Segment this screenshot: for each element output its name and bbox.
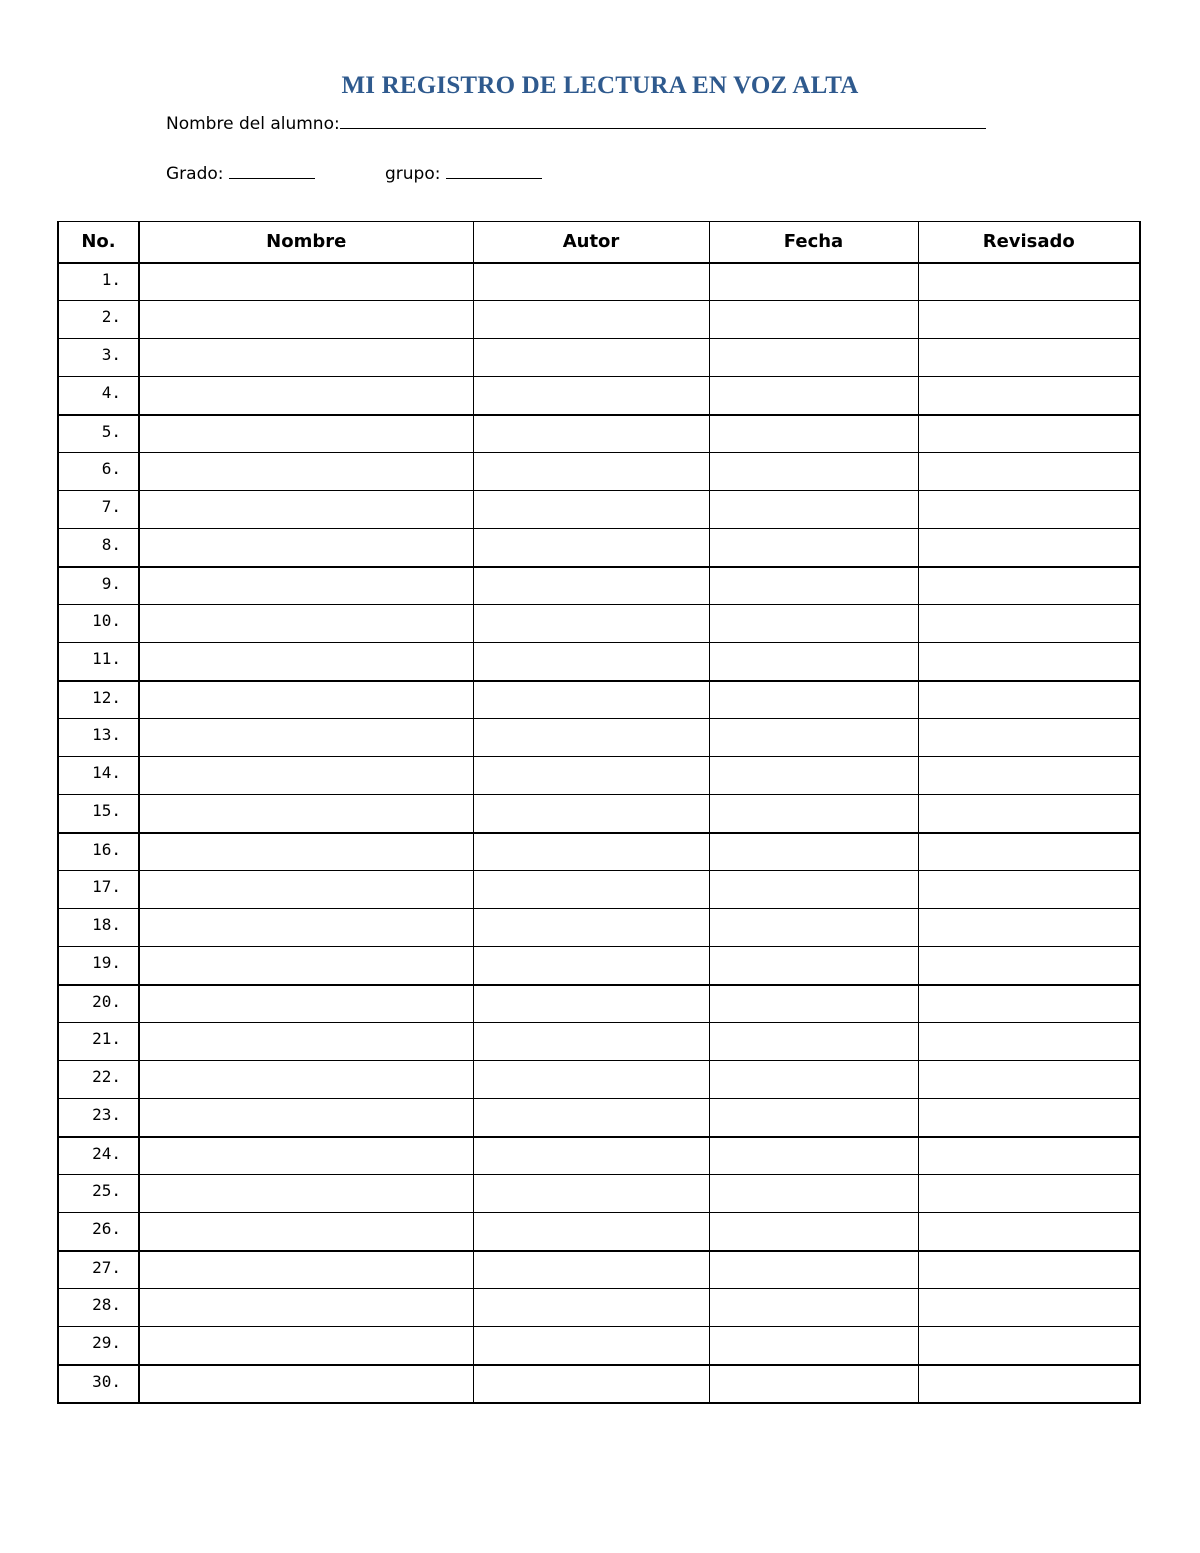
table-row xyxy=(58,301,1140,339)
group-label: grupo: xyxy=(385,164,441,184)
row-number: 25. xyxy=(58,1175,139,1213)
fecha-cell[interactable] xyxy=(709,1365,918,1403)
autor-cell[interactable] xyxy=(473,681,709,719)
table-row xyxy=(58,1213,1140,1251)
autor-cell[interactable] xyxy=(473,339,709,377)
grade-field xyxy=(166,160,315,184)
table-body xyxy=(58,263,1140,1403)
row-number: 11. xyxy=(58,643,139,681)
row-number: 23. xyxy=(58,1099,139,1137)
row-number: 3. xyxy=(58,339,139,377)
fecha-cell[interactable] xyxy=(709,909,918,947)
autor-cell[interactable] xyxy=(473,985,709,1023)
fecha-cell[interactable] xyxy=(709,643,918,681)
nombre-cell[interactable] xyxy=(139,1099,473,1137)
autor-cell[interactable] xyxy=(473,1327,709,1365)
revisado-cell[interactable] xyxy=(918,263,1140,301)
row-number: 30. xyxy=(58,1365,139,1403)
revisado-cell[interactable] xyxy=(918,377,1140,415)
row-number: 9. xyxy=(58,567,139,605)
table-row xyxy=(58,643,1140,681)
autor-cell[interactable] xyxy=(473,1137,709,1175)
nombre-cell[interactable] xyxy=(139,757,473,795)
nombre-cell[interactable] xyxy=(139,605,473,643)
autor-cell[interactable] xyxy=(473,605,709,643)
revisado-cell[interactable] xyxy=(918,757,1140,795)
revisado-cell[interactable] xyxy=(918,1289,1140,1327)
row-number: 26. xyxy=(58,1213,139,1251)
nombre-cell[interactable] xyxy=(139,415,473,453)
row-number: 16. xyxy=(58,833,139,871)
table-row xyxy=(58,377,1140,415)
revisado-cell[interactable] xyxy=(918,1365,1140,1403)
nombre-cell[interactable] xyxy=(139,567,473,605)
table-row xyxy=(58,833,1140,871)
fecha-cell[interactable] xyxy=(709,1023,918,1061)
table-row xyxy=(58,1137,1140,1175)
revisado-cell[interactable] xyxy=(918,453,1140,491)
fecha-cell[interactable] xyxy=(709,605,918,643)
reading-log-table xyxy=(57,221,1141,1404)
fecha-cell[interactable] xyxy=(709,757,918,795)
row-number: 22. xyxy=(58,1061,139,1099)
page-title: MI REGISTRO DE LECTURA EN VOZ ALTA xyxy=(341,72,859,99)
table-row xyxy=(58,415,1140,453)
table-row xyxy=(58,491,1140,529)
group-blank[interactable] xyxy=(446,160,542,179)
table-row xyxy=(58,1365,1140,1403)
nombre-cell[interactable] xyxy=(139,871,473,909)
table-row xyxy=(58,339,1140,377)
student-name-blank[interactable] xyxy=(340,110,986,129)
autor-cell[interactable] xyxy=(473,415,709,453)
revisado-cell[interactable] xyxy=(918,909,1140,947)
header-fecha: Fecha xyxy=(709,222,918,263)
row-number: 29. xyxy=(58,1327,139,1365)
revisado-cell[interactable] xyxy=(918,415,1140,453)
table-row xyxy=(58,681,1140,719)
row-number: 4. xyxy=(58,377,139,415)
nombre-cell[interactable] xyxy=(139,1061,473,1099)
table-row xyxy=(58,757,1140,795)
header-nombre: Nombre xyxy=(139,222,473,263)
student-name-field xyxy=(166,110,986,134)
revisado-cell[interactable] xyxy=(918,1327,1140,1365)
nombre-cell[interactable] xyxy=(139,795,473,833)
fecha-cell[interactable] xyxy=(709,719,918,757)
row-number: 27. xyxy=(58,1251,139,1289)
fecha-cell[interactable] xyxy=(709,1137,918,1175)
fecha-cell[interactable] xyxy=(709,1327,918,1365)
revisado-cell[interactable] xyxy=(918,491,1140,529)
table-row xyxy=(58,1251,1140,1289)
table-header-row xyxy=(58,222,1140,263)
autor-cell[interactable] xyxy=(473,795,709,833)
row-number: 2. xyxy=(58,301,139,339)
table-row xyxy=(58,795,1140,833)
table-row xyxy=(58,871,1140,909)
fecha-cell[interactable] xyxy=(709,833,918,871)
nombre-cell[interactable] xyxy=(139,1213,473,1251)
nombre-cell[interactable] xyxy=(139,947,473,985)
autor-cell[interactable] xyxy=(473,947,709,985)
table-row xyxy=(58,1289,1140,1327)
row-number: 1. xyxy=(58,263,139,301)
fecha-cell[interactable] xyxy=(709,263,918,301)
nombre-cell[interactable] xyxy=(139,453,473,491)
autor-cell[interactable] xyxy=(473,377,709,415)
revisado-cell[interactable] xyxy=(918,1175,1140,1213)
header-autor: Autor xyxy=(473,222,709,263)
autor-cell[interactable] xyxy=(473,453,709,491)
row-number: 28. xyxy=(58,1289,139,1327)
grade-label: Grado: xyxy=(166,164,224,184)
nombre-cell[interactable] xyxy=(139,377,473,415)
row-number: 19. xyxy=(58,947,139,985)
revisado-cell[interactable] xyxy=(918,1137,1140,1175)
nombre-cell[interactable] xyxy=(139,719,473,757)
nombre-cell[interactable] xyxy=(139,833,473,871)
revisado-cell[interactable] xyxy=(918,795,1140,833)
row-number: 12. xyxy=(58,681,139,719)
revisado-cell[interactable] xyxy=(918,681,1140,719)
header-revisado: Revisado xyxy=(918,222,1140,263)
row-number: 24. xyxy=(58,1137,139,1175)
table-row xyxy=(58,719,1140,757)
autor-cell[interactable] xyxy=(473,1365,709,1403)
row-number: 20. xyxy=(58,985,139,1023)
autor-cell[interactable] xyxy=(473,909,709,947)
nombre-cell[interactable] xyxy=(139,1175,473,1213)
table-row xyxy=(58,1327,1140,1365)
nombre-cell[interactable] xyxy=(139,1023,473,1061)
header-no: No. xyxy=(58,222,139,263)
revisado-cell[interactable] xyxy=(918,1213,1140,1251)
autor-cell[interactable] xyxy=(473,301,709,339)
nombre-cell[interactable] xyxy=(139,263,473,301)
table-row xyxy=(58,605,1140,643)
fecha-cell[interactable] xyxy=(709,529,918,567)
row-number: 6. xyxy=(58,453,139,491)
autor-cell[interactable] xyxy=(473,1213,709,1251)
revisado-cell[interactable] xyxy=(918,833,1140,871)
row-number: 7. xyxy=(58,491,139,529)
fecha-cell[interactable] xyxy=(709,1099,918,1137)
table-row xyxy=(58,947,1140,985)
row-number: 15. xyxy=(58,795,139,833)
row-number: 10. xyxy=(58,605,139,643)
fecha-cell[interactable] xyxy=(709,491,918,529)
revisado-cell[interactable] xyxy=(918,529,1140,567)
fecha-cell[interactable] xyxy=(709,301,918,339)
table-row xyxy=(58,567,1140,605)
nombre-cell[interactable] xyxy=(139,681,473,719)
autor-cell[interactable] xyxy=(473,1251,709,1289)
row-number: 21. xyxy=(58,1023,139,1061)
fecha-cell[interactable] xyxy=(709,377,918,415)
row-number: 5. xyxy=(58,415,139,453)
fecha-cell[interactable] xyxy=(709,947,918,985)
nombre-cell[interactable] xyxy=(139,491,473,529)
autor-cell[interactable] xyxy=(473,567,709,605)
autor-cell[interactable] xyxy=(473,1289,709,1327)
table-row xyxy=(58,453,1140,491)
fecha-cell[interactable] xyxy=(709,1251,918,1289)
revisado-cell[interactable] xyxy=(918,719,1140,757)
table-row xyxy=(58,1175,1140,1213)
nombre-cell[interactable] xyxy=(139,339,473,377)
revisado-cell[interactable] xyxy=(918,1251,1140,1289)
revisado-cell[interactable] xyxy=(918,1061,1140,1099)
table-row xyxy=(58,1099,1140,1137)
revisado-cell[interactable] xyxy=(918,605,1140,643)
revisado-cell[interactable] xyxy=(918,871,1140,909)
fecha-cell[interactable] xyxy=(709,795,918,833)
autor-cell[interactable] xyxy=(473,719,709,757)
fecha-cell[interactable] xyxy=(709,1289,918,1327)
autor-cell[interactable] xyxy=(473,871,709,909)
table-row xyxy=(58,985,1140,1023)
autor-cell[interactable] xyxy=(473,1099,709,1137)
fecha-cell[interactable] xyxy=(709,1213,918,1251)
student-name-label: Nombre del alumno: xyxy=(166,114,340,134)
grade-blank[interactable] xyxy=(229,160,315,179)
fecha-cell[interactable] xyxy=(709,871,918,909)
revisado-cell[interactable] xyxy=(918,301,1140,339)
row-number: 17. xyxy=(58,871,139,909)
nombre-cell[interactable] xyxy=(139,1289,473,1327)
nombre-cell[interactable] xyxy=(139,1365,473,1403)
fecha-cell[interactable] xyxy=(709,1061,918,1099)
row-number: 8. xyxy=(58,529,139,567)
nombre-cell[interactable] xyxy=(139,301,473,339)
autor-cell[interactable] xyxy=(473,263,709,301)
autor-cell[interactable] xyxy=(473,491,709,529)
fecha-cell[interactable] xyxy=(709,567,918,605)
fecha-cell[interactable] xyxy=(709,415,918,453)
autor-cell[interactable] xyxy=(473,529,709,567)
table-row xyxy=(58,1061,1140,1099)
revisado-cell[interactable] xyxy=(918,643,1140,681)
revisado-cell[interactable] xyxy=(918,1023,1140,1061)
autor-cell[interactable] xyxy=(473,1175,709,1213)
table-row xyxy=(58,263,1140,301)
nombre-cell[interactable] xyxy=(139,985,473,1023)
autor-cell[interactable] xyxy=(473,757,709,795)
fecha-cell[interactable] xyxy=(709,1175,918,1213)
nombre-cell[interactable] xyxy=(139,643,473,681)
autor-cell[interactable] xyxy=(473,833,709,871)
revisado-cell[interactable] xyxy=(918,985,1140,1023)
revisado-cell[interactable] xyxy=(918,339,1140,377)
row-number: 18. xyxy=(58,909,139,947)
group-field xyxy=(385,160,542,184)
nombre-cell[interactable] xyxy=(139,1137,473,1175)
fecha-cell[interactable] xyxy=(709,453,918,491)
table-row xyxy=(58,1023,1140,1061)
row-number: 13. xyxy=(58,719,139,757)
autor-cell[interactable] xyxy=(473,643,709,681)
nombre-cell[interactable] xyxy=(139,529,473,567)
nombre-cell[interactable] xyxy=(139,909,473,947)
table-row xyxy=(58,529,1140,567)
revisado-cell[interactable] xyxy=(918,1099,1140,1137)
fecha-cell[interactable] xyxy=(709,681,918,719)
revisado-cell[interactable] xyxy=(918,567,1140,605)
fecha-cell[interactable] xyxy=(709,985,918,1023)
revisado-cell[interactable] xyxy=(918,947,1140,985)
autor-cell[interactable] xyxy=(473,1061,709,1099)
row-number: 14. xyxy=(58,757,139,795)
nombre-cell[interactable] xyxy=(139,1251,473,1289)
autor-cell[interactable] xyxy=(473,1023,709,1061)
nombre-cell[interactable] xyxy=(139,1327,473,1365)
fecha-cell[interactable] xyxy=(709,339,918,377)
table-row xyxy=(58,909,1140,947)
